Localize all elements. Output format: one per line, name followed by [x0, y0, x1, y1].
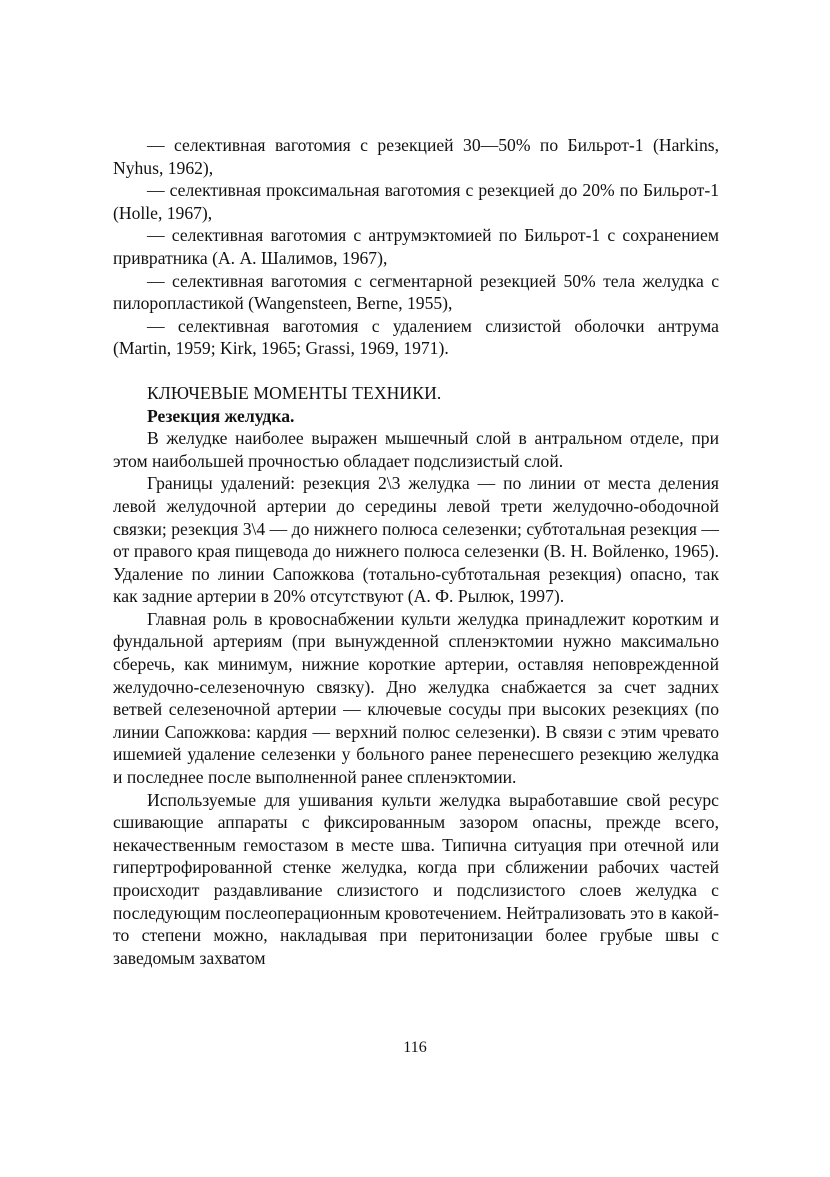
list-item: — селективная ваготомия с резекцией 30—50% по Бильрот-1 (Harkins, Nyhus, 1962), — [113, 135, 719, 178]
subsection-heading: Резекция желудка. — [147, 405, 295, 426]
list-item: — селективная ваготомия с сегментарной резекцией 50% тела желудка с пилоропластикой (Wangensteen, Berne, 1955), — [113, 270, 719, 314]
paragraph: Используемые для ушивания культи желудка выработавшие свой ресурс сшивающие аппараты с фиксированным зазором опасны, прежде всего, некачественным гемостазом в месте шва. Типична ситуация при отечной или гипертрофированной стенке желудка, когда при сближении рабочих частей происходит раздавливание слизистого и подслизистого слоев желудка с последующим послеоперационным кровотечением. Нейтрализовать это в какой-то степени можно, накладывая при перитонизации более грубые швы с заведомым захватом — [113, 789, 719, 968]
page-body — [113, 134, 719, 969]
section-heading: КЛЮЧЕВЫЕ МОМЕНТЫ ТЕХНИКИ. — [147, 382, 442, 403]
vagotomy-list — [113, 134, 719, 360]
paragraph: Главная роль в кровоснабжении культи желудка принадлежит коротким и фундальной артериям (при вынужденной спленэктомии нужно максимально сберечь, как минимум, нижние короткие артерии, оставляя неповрежденной желудочно-селезеночную связку). Дно желудка снабжается за счет задних ветвей селезеночной артерии — ключевые сосуды при высоких резекциях (по линии Сапожкова: кардия — верхний полюс селезенки). В связи с этим чревато ишемией удаление селезенки у больного ранее перенесшего резекцию желудка и последнее после выполненной ранее спленэктомии. — [113, 608, 719, 788]
list-item: — селективная ваготомия с удалением слизистой оболочки антрума (Martin, 1959; Kirk, 1965; Grassi, 1969, 1971). — [113, 315, 719, 359]
paragraph: В желудке наиболее выражен мышечный слой в антральном отделе, при этом наибольшей прочностью обладает подслизистый слой. — [113, 428, 719, 471]
paragraph: Границы удалений: резекция 2\3 желудка — по линии от места деления левой желудочной артерии до середины левой трети желудочно-ободочной связки; резекция 3\4 — до нижнего полюса селезенки; субтотальная резекция — от правого края пищевода до нижнего полюса селезенки (В. Н. Войленко, 1965). Удаление по линии Сапожкова (тотально-субтотальная резекция) опасно, так как задние артерии в 20% отсутствуют (А. Ф. Рылюк, 1997). — [113, 473, 719, 607]
page-number: 116 — [403, 1039, 427, 1056]
list-item: — селективная проксимальная ваготомия с резекцией до 20% по Бильрот-1 (Holle, 1967), — [113, 180, 719, 223]
list-item: — селективная ваготомия с антрумэктомией по Бильрот-1 с сохранением привратника (А. А. Шалимов, 1967), — [113, 225, 719, 268]
section-spacer — [113, 360, 719, 382]
